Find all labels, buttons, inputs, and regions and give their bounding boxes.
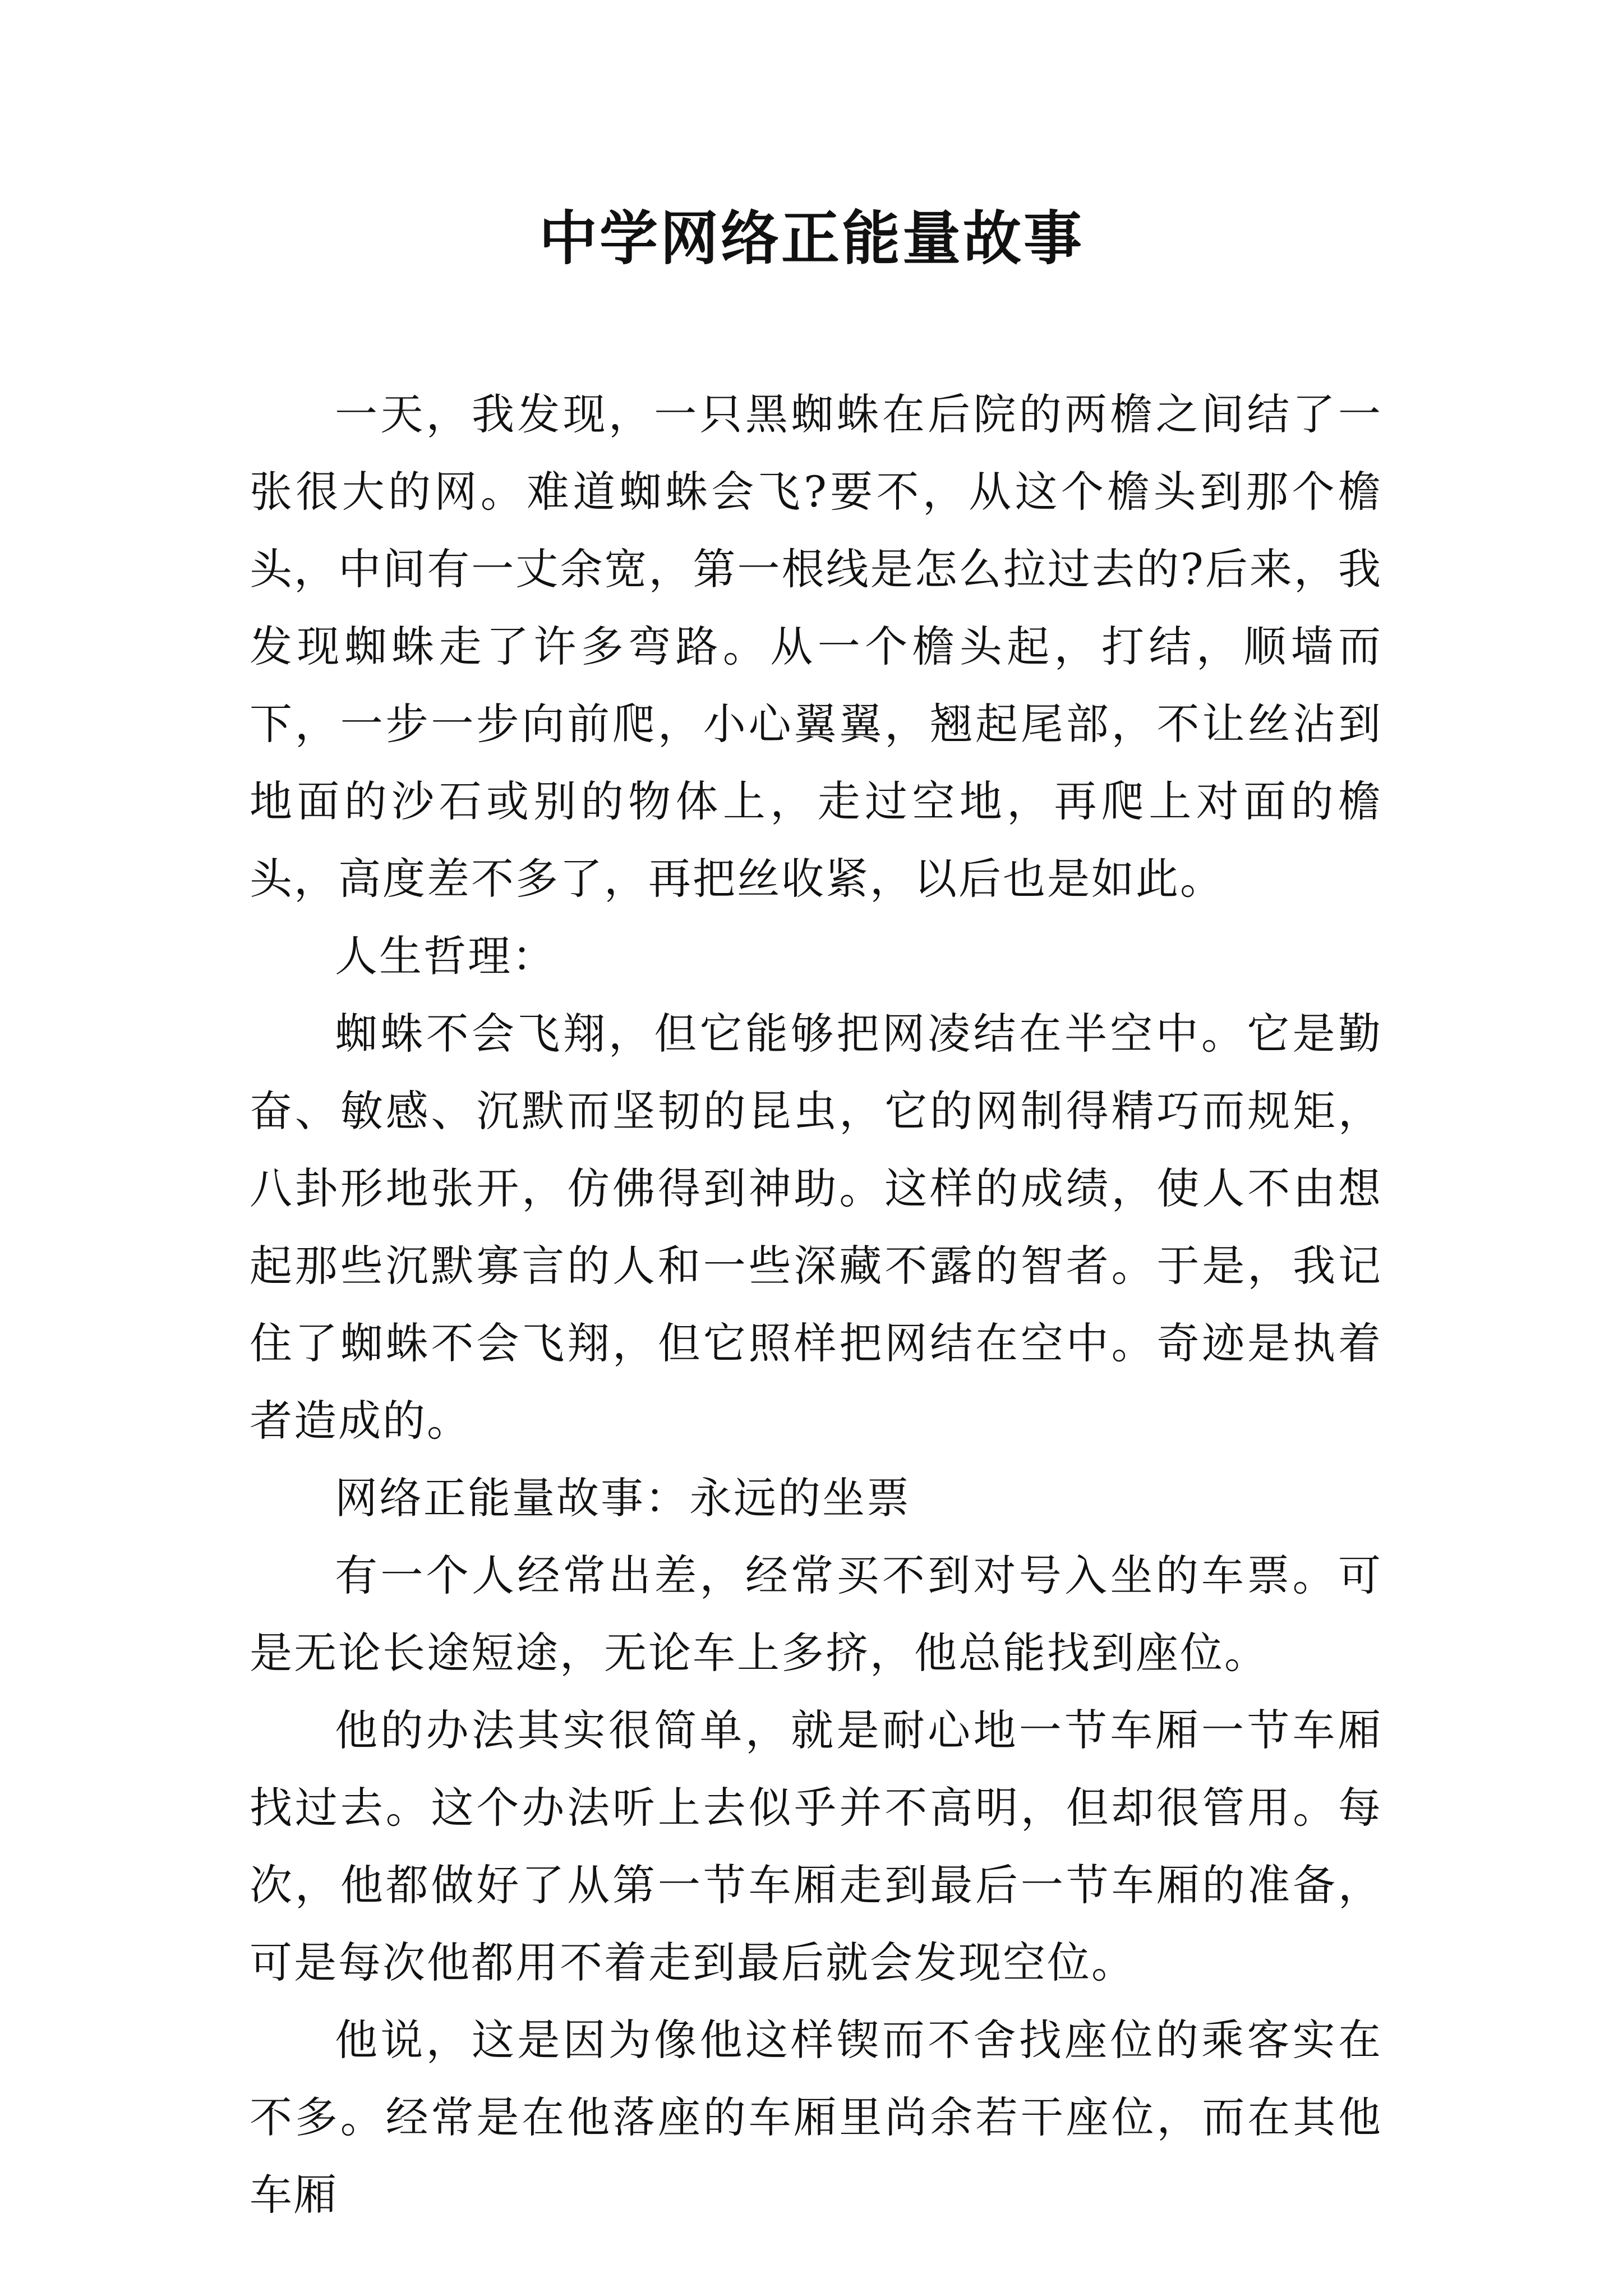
paragraph-2: 人生哲理： xyxy=(335,931,556,981)
paragraph-7: 他说，这是因为像他这样锲而不舍找座位的乘客实在不多。经常是在他落座的车厢里尚余若干座位，而在其他车厢 xyxy=(250,2015,1382,2220)
paragraph-5: 有一个人经常出差，经常买不到对号入坐的车票。可是无论长途短途，无论车上多挤，他总能找到座位。 xyxy=(250,1550,1382,1678)
paragraph-1: 一天，我发现，一只黑蜘蛛在后院的两檐之间结了一张很大的网。难道蜘蛛会飞?要不，从这个檐头到那个檐头，中间有一丈余宽，第一根线是怎么拉过去的?后来，我发现蜘蛛走了许多弯路。从一个檐头起，打结，顺墙而下，一步一步向前爬，小心翼翼，翘起尾部，不让丝沾到地面的沙石或别的物体上，走过空地，再爬上对面的檐头，高度差不多了，再把丝收紧，以后也是如此。 xyxy=(250,389,1382,904)
paragraph-3: 蜘蛛不会飞翔，但它能够把网凌结在半空中。它是勤奋、敏感、沉默而坚韧的昆虫，它的网制得精巧而规矩，八卦形地张开，仿佛得到神助。这样的成绩，使人不由想起那些沉默寡言的人和一些深藏不露的智者。于是，我记住了蜘蛛不会飞翔，但它照样把网结在空中。奇迹是执着者造成的。 xyxy=(250,1009,1382,1446)
paragraph-4: 网络正能量故事：永远的坐票 xyxy=(335,1473,911,1523)
paragraph-6: 他的办法其实很简单，就是耐心地一节车厢一节车厢找过去。这个办法听上去似乎并不高明，但却很管用。每次，他都做好了从第一节车厢走到最后一节车厢的准备，可是每次他都用不着走到最后就会发现空位。 xyxy=(250,1705,1382,1987)
document-body xyxy=(250,376,1382,2234)
document-title: 中学网络正能量故事 xyxy=(538,204,1084,273)
